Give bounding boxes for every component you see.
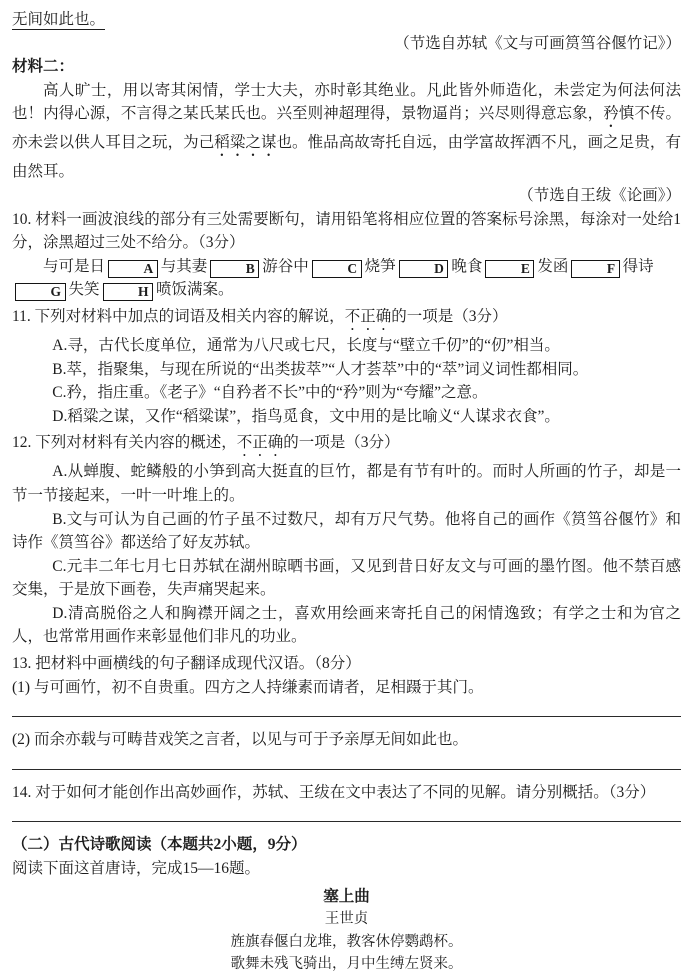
text-run: 游谷中 [262, 257, 309, 275]
text-run: 的一项是（3分） [283, 434, 400, 452]
text-run: 失笑 [68, 281, 100, 299]
question-10-stem: 10. 材料一画波浪线的部分有三处需要断句，请用铅笔将相应位置的答案标号涂黑，每涂对一处给1分，涂黑超过三处不给分。（3分） [12, 210, 681, 252]
material1-closing-line [12, 8, 681, 32]
answer-blank-line-3[interactable] [12, 821, 681, 822]
answer-box-H[interactable]: H [103, 283, 154, 301]
answer-box-B[interactable]: B [210, 260, 259, 278]
question-13-stem: 13. 把材料中画横线的句子翻译成现代汉语。（8分） [12, 655, 361, 673]
answer-box-F[interactable]: F [571, 260, 619, 278]
emphasized-text: 矜 [603, 104, 619, 123]
question-12-option-b: B.文与可认为自己画的竹子虽不过数尺，却有万尺气势。他将自己的画作《筼筜谷偃竹》和诗作《筼筜谷》都送给了好友苏轼。 [12, 510, 681, 552]
text-run: 11. 下列对材料中加点的词语及相关内容的解说， [12, 307, 345, 325]
answer-box-D[interactable]: D [399, 260, 449, 278]
text-run: 也。惟品高故寄托自远，由学富故挥洒不凡，画之足贵，有由然耳。 [12, 133, 681, 181]
question-11-option-b: B.萃，指聚集，与现在所说的“出类拔萃”“人才荟萃”中的“萃”词义词性都相同。 [52, 360, 589, 378]
material2-label: 材料二： [12, 58, 75, 76]
question-11-option-a: A.寻，古代长度单位，通常为八尺或七尺，长度与“壁立千仞”的“仞”相当。 [52, 336, 560, 354]
text-run: 高人旷士，用以寄其闲情，学士大夫，亦时彰其绝业。凡此皆外师造化，未尝定为何法何法也！内得心源，不言得之某氏某氏也。兴至则神超理得，景物逼肖；兴尽则得意忘象， [12, 80, 681, 123]
question-13-part1: (1) 与可画竹，初不自贵重。四方之人持缣素而请者，足相蹑于其门。 [12, 678, 484, 696]
poem-title: 塞上曲 [323, 887, 370, 905]
emphasized-text: 稻粱之谋 [214, 133, 277, 152]
question-11-option-d: D.稻粱之谋，又作“稻粱谋”，指鸟觅食，文中用的是比喻义“人谋求衣食”。 [52, 407, 560, 425]
question-14-stem: 14. 对于如何才能创作出高妙画作，苏轼、王绂在文中表达了不同的见解。请分别概括。（3分） [12, 783, 656, 801]
text-run: 12. 下列对材料有关内容的概述， [12, 434, 237, 452]
answer-blank-line-1[interactable] [12, 716, 681, 717]
text-run: 晚食 [451, 257, 483, 275]
question-12-option-c: C.元丰二年七月七日苏轼在湖州晾晒书画，又见到昔日好友文与可画的墨竹图。他不禁百感交集，于是放下画卷，失声痛哭起来。 [12, 557, 681, 599]
answer-box-G[interactable]: G [15, 283, 66, 301]
text-run: 的一项是（3分） [391, 307, 508, 325]
emphasized-text: 不正确 [236, 434, 284, 452]
text-run: 发函 [537, 257, 569, 275]
material1-closing-text: 无间如此也。 [12, 10, 106, 28]
material2-source: （节选自王绂《论画》） [518, 185, 681, 204]
poem-author: 王世贞 [324, 911, 369, 928]
question-12-stem [12, 431, 681, 460]
text-run: 烧笋 [364, 257, 396, 275]
question-11-option-c: C.矜，指庄重。《老子》“自矜者不长”中的“矜”则为“夸耀”之意。 [52, 384, 488, 402]
answer-box-E[interactable]: E [485, 260, 534, 278]
text-run: 与其妻 [160, 257, 208, 275]
answer-box-C[interactable]: C [312, 260, 362, 278]
section-2-heading: （二）古代诗歌阅读（本题共2小题，9分） [12, 836, 307, 854]
text-run: 与可是日 [43, 257, 106, 275]
poem-line-2: 歌舞未残飞骑出，月中生缚左贤来。 [230, 956, 463, 973]
text-run: 得诗 [622, 257, 654, 275]
question-12-option-a: A.从蝉腹、蛇鳞般的小笋到高大挺直的巨竹，都是有节有叶的。而时人所画的竹子，却是一节一节接起来，一叶一叶堆上的。 [12, 463, 681, 504]
poem-line-1: 旌旗春偃白龙堆，教客休停鹦鹉杯。 [230, 933, 463, 950]
text-run: 慎不传。亦未尝以供人耳目之玩，为己 [12, 104, 681, 152]
poem-block [12, 885, 681, 976]
section-2-intro: 阅读下面这首唐诗，完成15—16题。 [12, 860, 261, 878]
answer-box-A[interactable]: A [108, 260, 158, 278]
question-13-part2: (2) 而余亦载与可畴昔戏笑之言者，以见与可于予亲厚无间如此也。 [12, 731, 468, 749]
text-run: 喷饭满案。 [156, 281, 234, 299]
emphasized-text: 不正确 [344, 307, 392, 325]
question-12-option-d: D.清高脱俗之人和胸襟开阔之士，喜欢用绘画来寄托自己的闲情逸致；有学之士和为官之人，也常常用画作来彰显他们非凡的功业。 [12, 604, 681, 646]
question-11-stem [12, 305, 681, 334]
question-10-segmentation-line [12, 255, 681, 302]
material2-paragraph [12, 79, 681, 184]
answer-blank-line-2[interactable] [12, 769, 681, 770]
material1-source: （节选自苏轼《文与可画筼筜谷偃竹记》） [394, 33, 681, 52]
